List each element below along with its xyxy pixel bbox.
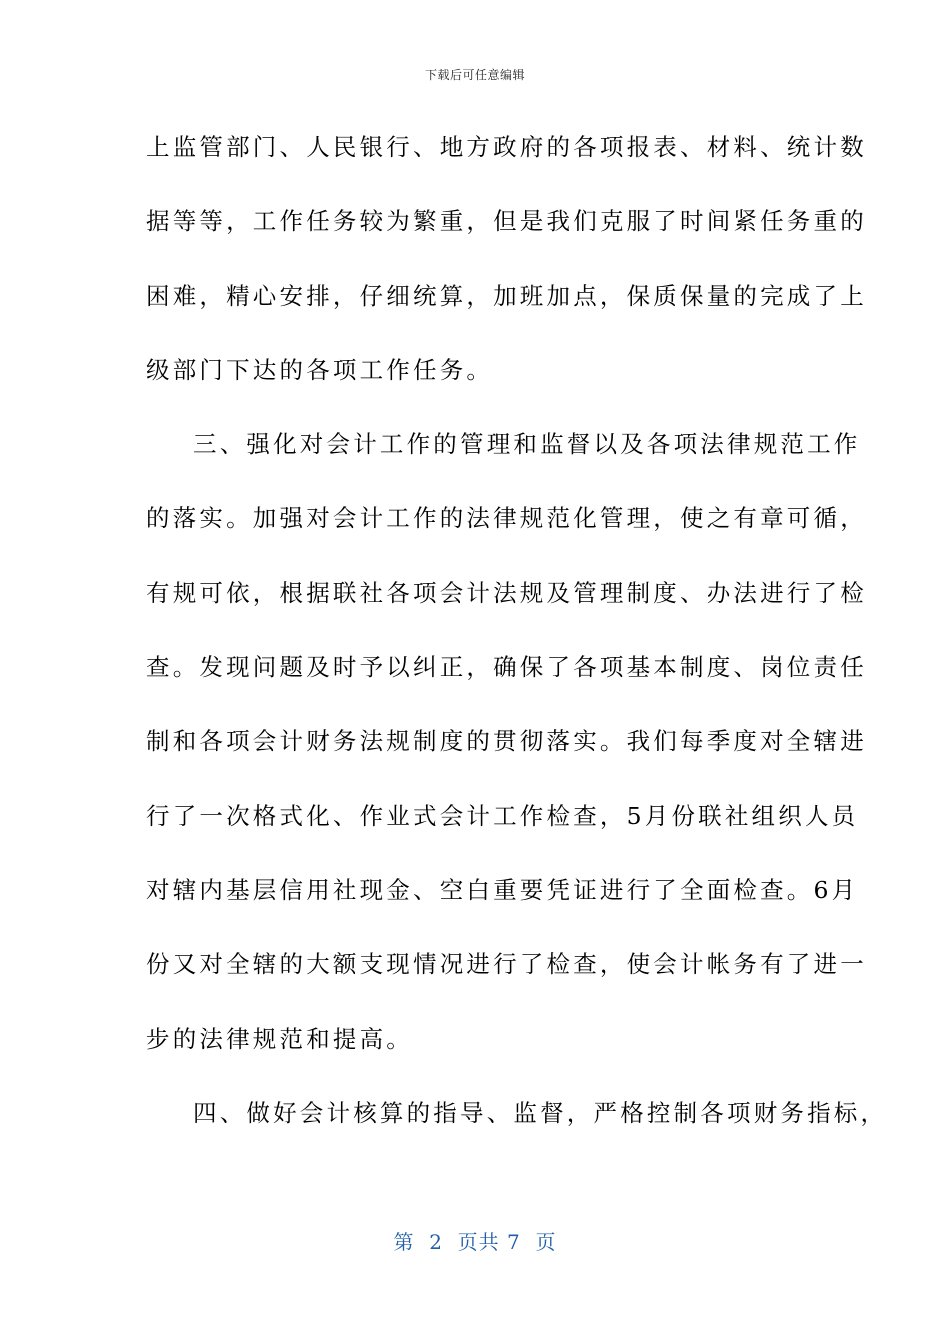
paragraph-line: 制和各项会计财务法规制度的贯彻落实。我们每季度对全辖进	[146, 727, 867, 756]
paragraph-line: 对辖内基层信用社现金、空白重要凭证进行了全面检查。6月	[146, 875, 859, 904]
body-text	[146, 118, 888, 1158]
page-footer: 第 2 页共 7 页	[393, 1230, 557, 1254]
paragraph-line: 的落实。加强对会计工作的法律规范化管理，使之有章可循，	[146, 504, 867, 533]
page-header: 下载后可任意编辑	[424, 68, 525, 82]
paragraph-line: 行了一次格式化、作业式会计工作检查，5月份联社组织人员	[146, 801, 859, 830]
paragraph-line-indented: 四、做好会计核算的指导、监督，严格控制各项财务指标，	[193, 1098, 888, 1127]
paragraph-line: 上监管部门、人民银行、地方政府的各项报表、材料、统计数	[146, 133, 867, 161]
paragraph-line: 据等等，工作任务较为繁重，但是我们克服了时间紧任务重的	[146, 207, 867, 236]
paragraph-line: 有规可依，根据联社各项会计法规及管理制度、办法进行了检	[146, 578, 867, 607]
paragraph-line: 级部门下达的各项工作任务。	[146, 355, 494, 384]
paragraph-line-indented: 三、强化对会计工作的管理和监督以及各项法律规范工作	[193, 430, 861, 459]
paragraph-line: 份又对全辖的大额支现情况进行了检查，使会计帐务有了进一	[146, 950, 867, 979]
paragraph-line: 困难，精心安排，仔细统算，加班加点，保质保量的完成了上	[146, 281, 867, 310]
paragraph-line: 步的法律规范和提高。	[146, 1024, 413, 1053]
paragraph-line: 查。发现问题及时予以纠正，确保了各项基本制度、岗位责任	[146, 653, 867, 682]
